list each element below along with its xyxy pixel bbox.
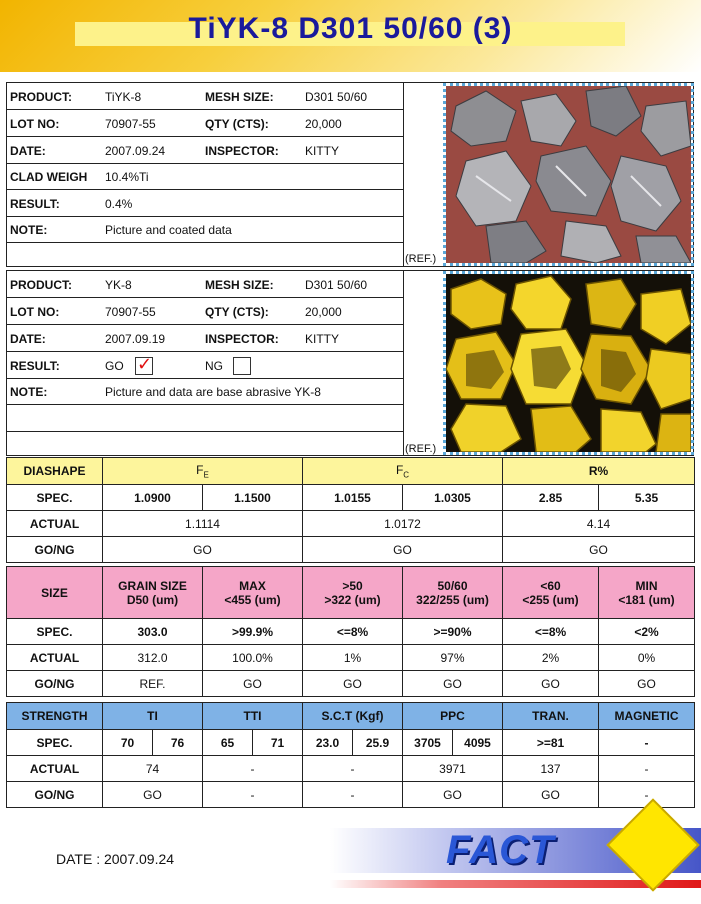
- spec-label: SPEC.: [7, 730, 103, 756]
- qty-value: 20,000: [305, 117, 342, 131]
- result-label: RESULT:: [10, 197, 60, 211]
- r-header: R%: [503, 458, 695, 485]
- note-value: Picture and data are base abrasive YK-8: [105, 385, 321, 399]
- product-label: PRODUCT:: [10, 90, 72, 104]
- fact-logo: FACT: [446, 828, 555, 872]
- size-gong-row: [7, 671, 695, 697]
- coated-info-fields: [7, 83, 404, 266]
- max-header: MAX <455 (um): [203, 567, 303, 619]
- actual-cell: 4.14: [503, 511, 695, 537]
- page-title: TiYK-8 D301 50/60 (3): [188, 12, 513, 45]
- gong-cell: GO: [303, 537, 503, 563]
- gong-cell: GO: [103, 782, 203, 808]
- clad-value: 10.4%Ti: [105, 170, 149, 184]
- inspector-value: KITTY: [305, 144, 340, 158]
- date-value: 2007.09.24: [105, 144, 166, 158]
- lot-label: LOT NO:: [10, 117, 60, 131]
- spec-cell: 1.1500: [203, 485, 303, 511]
- date-label: DATE:: [10, 332, 46, 346]
- diashape-table: [6, 457, 695, 563]
- checkmark-icon: ✓: [137, 354, 153, 374]
- actual-cell: 2%: [503, 645, 599, 671]
- row-product: [7, 83, 403, 110]
- spec-cell: 23.0: [303, 730, 353, 756]
- row-lot: [7, 298, 403, 325]
- footer-date: DATE : 2007.09.24: [56, 851, 175, 867]
- qty-label: QTY (CTS):: [205, 305, 269, 319]
- result-label: RESULT:: [10, 359, 60, 373]
- base-info-fields: [7, 271, 404, 455]
- diashape-actual-row: [7, 511, 695, 537]
- row-note: [7, 378, 403, 405]
- gong-cell: -: [303, 782, 403, 808]
- product-value: TiYK-8: [105, 90, 142, 104]
- gong-cell: GO: [103, 537, 303, 563]
- inspector-value: KITTY: [305, 332, 340, 346]
- actual-cell: 1%: [303, 645, 403, 671]
- gong-cell: GO: [203, 671, 303, 697]
- spec-cell: >=81: [503, 730, 599, 756]
- spec-cell: 1.0305: [403, 485, 503, 511]
- row-note: [7, 216, 403, 243]
- spec-cell: <=8%: [503, 619, 599, 645]
- spec-label: SPEC.: [7, 619, 103, 645]
- product-value: YK-8: [105, 278, 132, 292]
- lot-value: 70907-55: [105, 305, 156, 319]
- actual-cell: 3971: [403, 756, 503, 782]
- actual-cell: 1.0172: [303, 511, 503, 537]
- gong-label: GO/NG: [7, 537, 103, 563]
- row-date: [7, 325, 403, 352]
- diashape-header: DIASHAPE: [7, 458, 103, 485]
- diashape-spec-row: [7, 485, 695, 511]
- spec-cell: >99.9%: [203, 619, 303, 645]
- inspector-label: INSPECTOR:: [205, 144, 279, 158]
- mesh-value: D301 50/60: [305, 278, 368, 292]
- go-label: GO: [105, 359, 124, 373]
- ti-header: TI: [103, 703, 203, 730]
- spec-label: SPEC.: [7, 485, 103, 511]
- size-header: SIZE: [7, 567, 103, 619]
- coated-crystal-image: [446, 86, 691, 263]
- actual-cell: 74: [103, 756, 203, 782]
- over50-header: >50 >322 (um): [303, 567, 403, 619]
- base-info-block: [6, 270, 694, 456]
- spec-cell: 76: [153, 730, 203, 756]
- ref-label: (REF.): [405, 443, 437, 455]
- qty-value: 20,000: [305, 305, 342, 319]
- row-result: [7, 190, 403, 217]
- actual-cell: 97%: [403, 645, 503, 671]
- spec-cell: <2%: [599, 619, 695, 645]
- spec-cell: 5.35: [599, 485, 695, 511]
- date-label: DATE:: [10, 144, 46, 158]
- spec-cell: 70: [103, 730, 153, 756]
- gong-cell: GO: [599, 671, 695, 697]
- spec-cell: 3705: [403, 730, 453, 756]
- ref-label: (REF.): [405, 253, 437, 265]
- coated-info-block: [6, 82, 694, 267]
- spec-cell: 1.0900: [103, 485, 203, 511]
- ppc-header: PPC: [403, 703, 503, 730]
- row-result: [7, 352, 403, 379]
- ng-label: NG: [205, 359, 223, 373]
- clad-label: CLAD WEIGH: [10, 170, 88, 184]
- gong-cell: -: [203, 782, 303, 808]
- mesh-label: MESH SIZE:: [205, 278, 274, 292]
- strength-header: STRENGTH: [7, 703, 103, 730]
- lot-value: 70907-55: [105, 117, 156, 131]
- spec-cell: <=8%: [303, 619, 403, 645]
- actual-cell: 137: [503, 756, 599, 782]
- actual-label: ACTUAL: [7, 756, 103, 782]
- row-lot: [7, 110, 403, 137]
- coated-crystal-photo: [443, 83, 694, 266]
- actual-cell: 100.0%: [203, 645, 303, 671]
- tti-header: TTI: [203, 703, 303, 730]
- actual-cell: 0%: [599, 645, 695, 671]
- gong-cell: GO: [403, 782, 503, 808]
- inspector-label: INSPECTOR:: [205, 332, 279, 346]
- gong-cell: GO: [303, 671, 403, 697]
- go-checkbox[interactable]: [135, 354, 153, 375]
- strength-header-row: [7, 703, 695, 730]
- diashape-gong-row: [7, 537, 695, 563]
- strength-gong-row: [7, 782, 695, 808]
- spec-cell: 71: [253, 730, 303, 756]
- actual-cell: -: [303, 756, 403, 782]
- gong-cell: GO: [503, 537, 695, 563]
- diashape-header-row: [7, 458, 695, 485]
- mesh-label: MESH SIZE:: [205, 90, 274, 104]
- min-header: MIN <181 (um): [599, 567, 695, 619]
- actual-cell: 312.0: [103, 645, 203, 671]
- row-clad: [7, 163, 403, 190]
- fe-header: $F_E$: [103, 458, 303, 485]
- row-blank: [7, 242, 403, 268]
- size-header-row: [7, 567, 695, 619]
- spec-cell: 65: [203, 730, 253, 756]
- spec-cell: >=90%: [403, 619, 503, 645]
- under60-header: <60 <255 (um): [503, 567, 599, 619]
- spec-cell: 2.85: [503, 485, 599, 511]
- spec-cell: 25.9: [353, 730, 403, 756]
- gong-cell: -: [599, 782, 695, 808]
- date-value: 2007.09.19: [105, 332, 166, 346]
- base-crystal-image: [446, 274, 691, 452]
- magnetic-header: MAGNETIC: [599, 703, 695, 730]
- strength-spec-row: [7, 730, 695, 756]
- product-label: PRODUCT:: [10, 278, 72, 292]
- spec-cell: 4095: [453, 730, 503, 756]
- size-spec-row: [7, 619, 695, 645]
- qty-label: QTY (CTS):: [205, 117, 269, 131]
- mesh5060-header: 50/60 322/255 (um): [403, 567, 503, 619]
- result-value: 0.4%: [105, 197, 133, 211]
- row-blank: [7, 405, 403, 432]
- note-label: NOTE:: [10, 385, 48, 399]
- sct-header: S.C.T (Kgf): [303, 703, 403, 730]
- actual-cell: 1.1114: [103, 511, 303, 537]
- gong-cell: GO: [503, 782, 599, 808]
- spec-cell: -: [599, 730, 695, 756]
- actual-cell: -: [599, 756, 695, 782]
- note-label: NOTE:: [10, 223, 48, 237]
- gong-cell: GO: [503, 671, 599, 697]
- fc-header: $F_C$: [303, 458, 503, 485]
- size-table: [6, 566, 695, 697]
- lot-label: LOT NO:: [10, 305, 60, 319]
- diamond-logo-icon: [606, 798, 699, 891]
- gong-label: GO/NG: [7, 782, 103, 808]
- strength-actual-row: [7, 756, 695, 782]
- actual-label: ACTUAL: [7, 511, 103, 537]
- row-date: [7, 137, 403, 164]
- base-crystal-photo: [443, 271, 694, 455]
- grain-size-header: GRAIN SIZE D50 (um): [103, 567, 203, 619]
- tran-header: TRAN.: [503, 703, 599, 730]
- gong-cell: REF.: [103, 671, 203, 697]
- note-value: Picture and coated data: [105, 223, 232, 237]
- strength-table: [6, 702, 695, 808]
- mesh-value: D301 50/60: [305, 90, 368, 104]
- actual-label: ACTUAL: [7, 645, 103, 671]
- spec-cell: 1.0155: [303, 485, 403, 511]
- gong-cell: GO: [403, 671, 503, 697]
- ng-checkbox[interactable]: [233, 357, 251, 375]
- actual-cell: -: [203, 756, 303, 782]
- row-blank: [7, 431, 403, 457]
- gong-label: GO/NG: [7, 671, 103, 697]
- size-actual-row: [7, 645, 695, 671]
- spec-cell: 303.0: [103, 619, 203, 645]
- row-product: [7, 271, 403, 298]
